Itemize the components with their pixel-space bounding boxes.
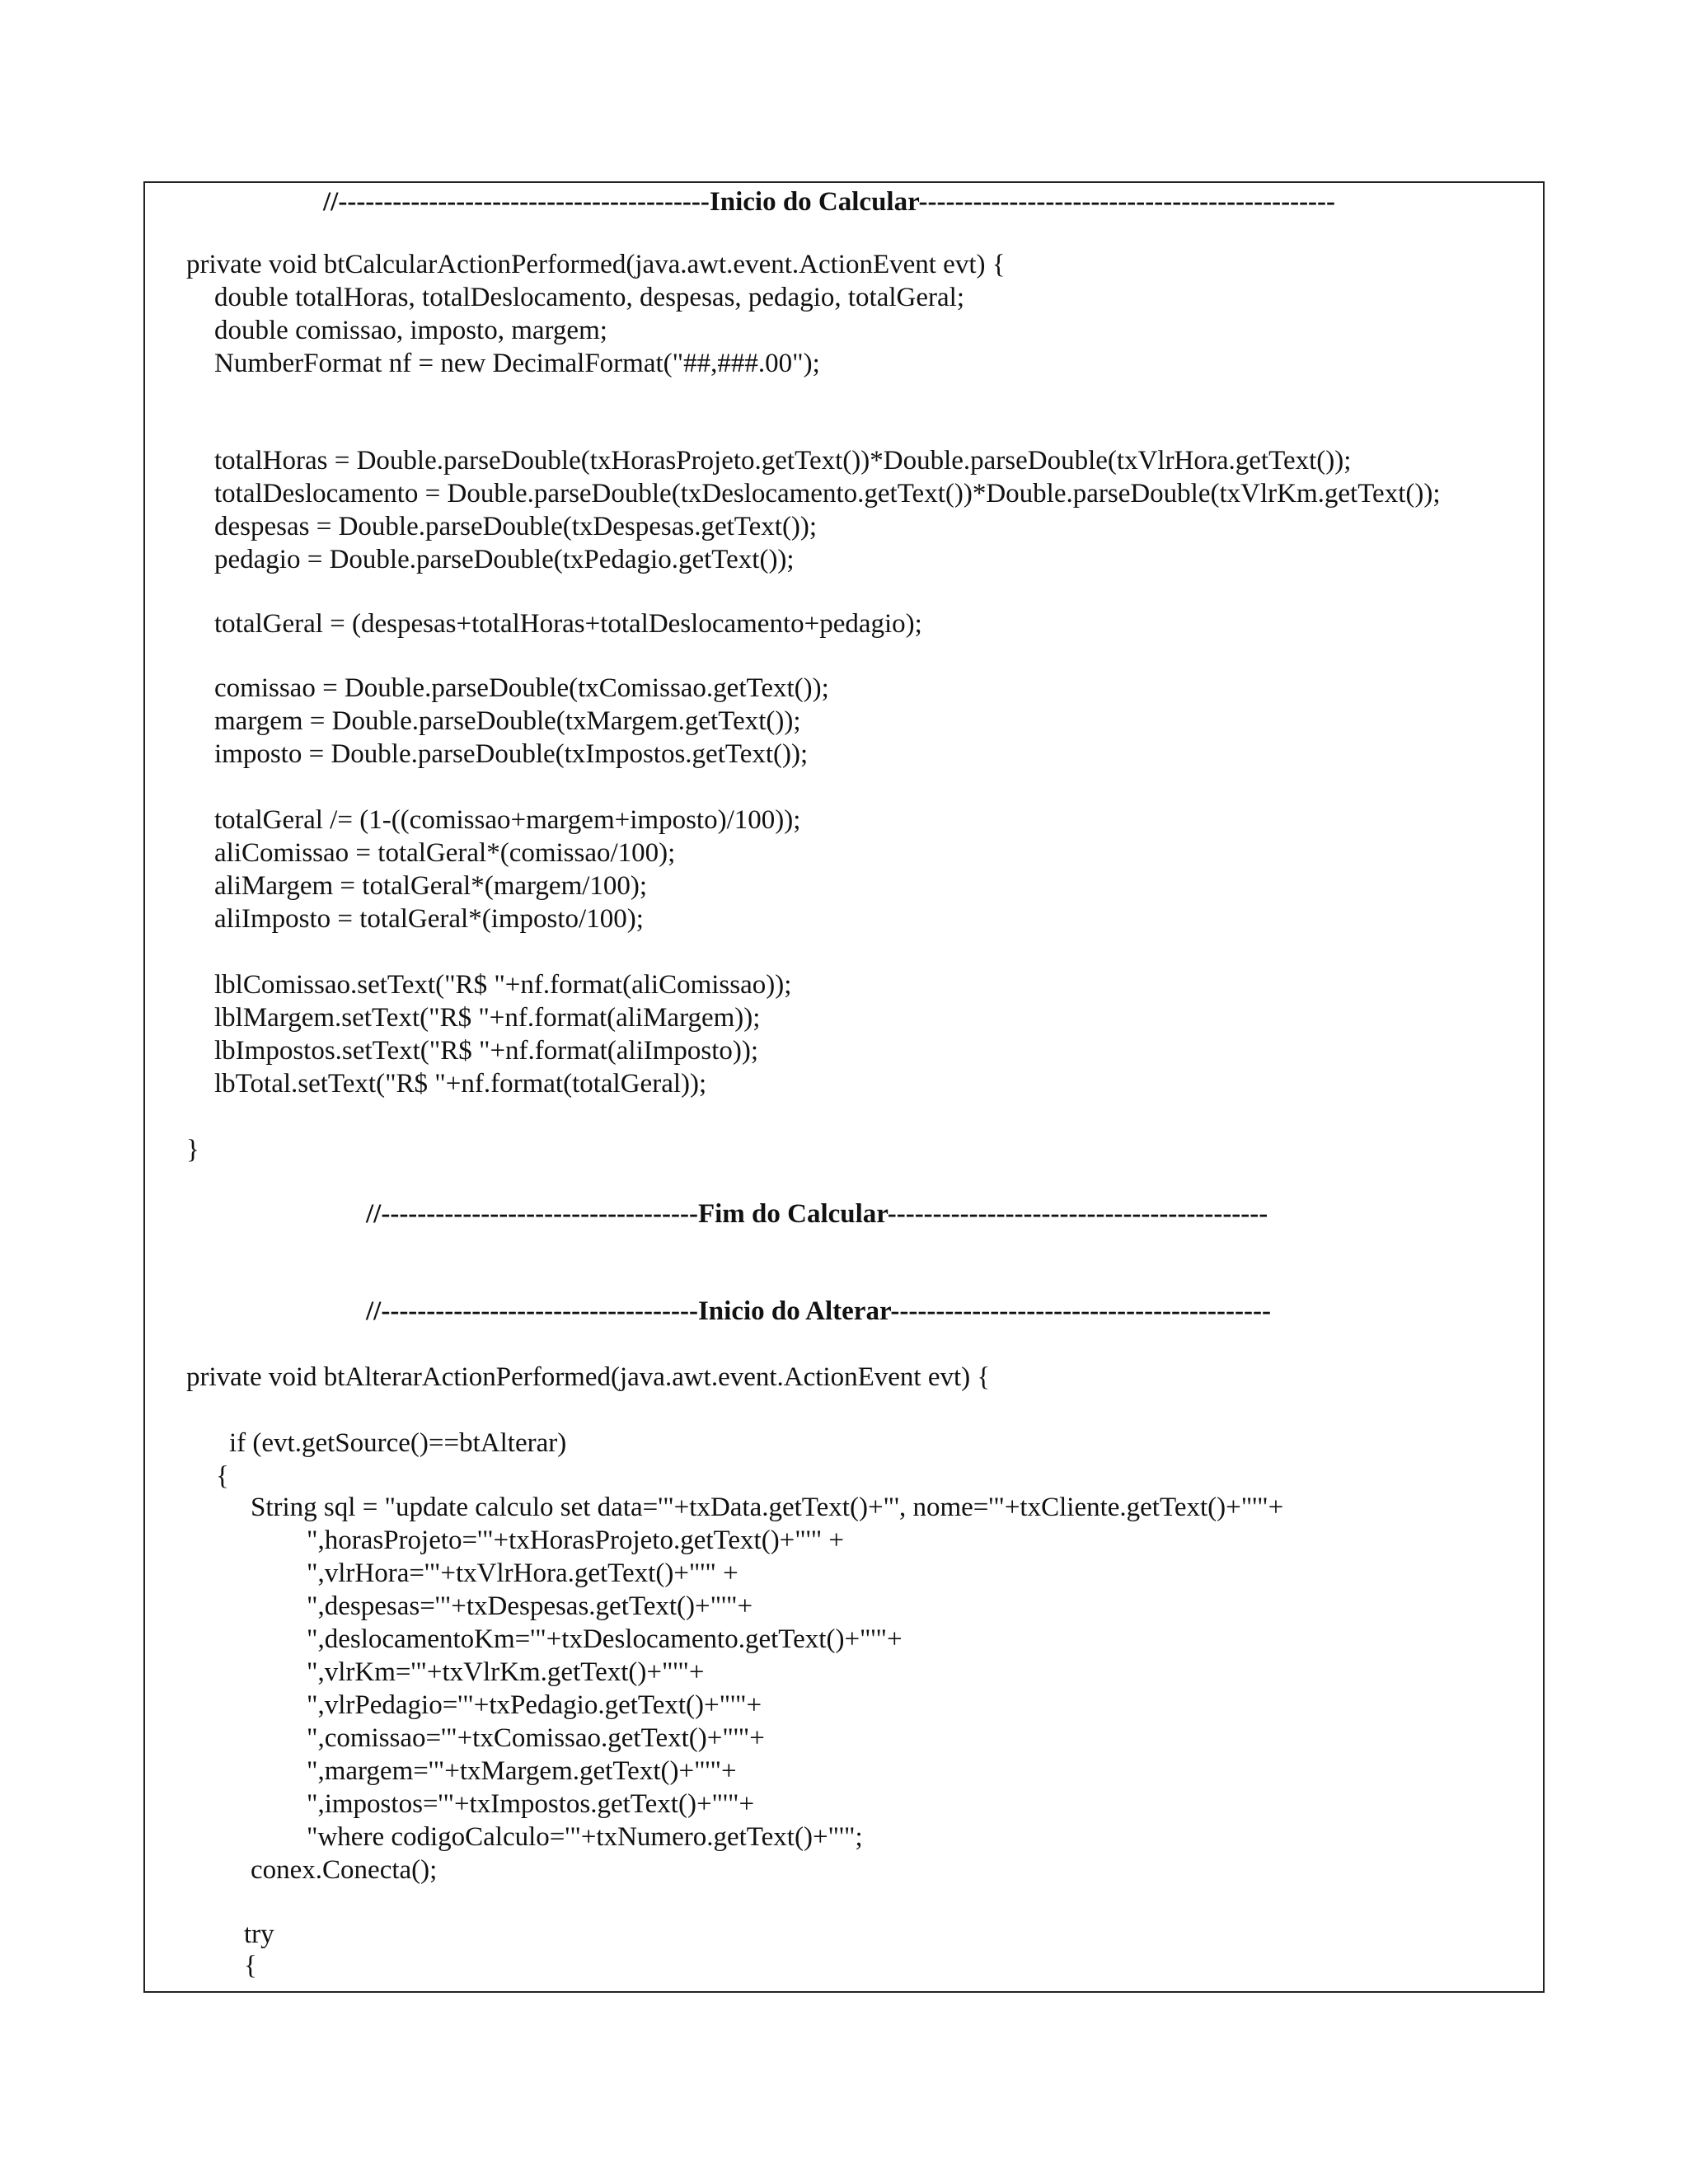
code-line: double comissao, imposto, margem;	[214, 316, 607, 345]
code-line: totalGeral = (despesas+totalHoras+totalDeslocamento+pedagio);	[214, 609, 922, 639]
code-line: ",vlrKm='"+txVlrKm.getText()+"'"+	[307, 1657, 705, 1687]
code-line: aliComissao = totalGeral*(comissao/100);	[214, 838, 676, 868]
code-line: comissao = Double.parseDouble(txComissao.getText());	[214, 673, 829, 703]
code-line: ",horasProjeto='"+txHorasProjeto.getText()+"'" +	[307, 1526, 845, 1555]
code-line: "where codigoCalculo='"+txNumero.getText()+"'";	[307, 1822, 863, 1852]
code-line: ",margem='"+txMargem.getText()+"'"+	[307, 1756, 737, 1786]
code-line: ",vlrHora='"+txVlrHora.getText()+"'" +	[307, 1558, 738, 1588]
code-line: lbTotal.setText("R$ "+nf.format(totalGeral));	[214, 1069, 707, 1099]
code-line: ",impostos='"+txImpostos.getText()+"'"+	[307, 1789, 755, 1819]
code-line: despesas = Double.parseDouble(txDespesas.getText());	[214, 512, 818, 541]
code-line: pedagio = Double.parseDouble(txPedagio.getText());	[214, 545, 795, 574]
code-line: if (evt.getSource()==btAlterar)	[229, 1428, 567, 1458]
code-line: {	[216, 1461, 229, 1491]
code-line: private void btCalcularActionPerformed(java.awt.event.ActionEvent evt) {	[186, 250, 1006, 279]
section-header-fim-calcular: //-----------------------------------Fim do Calcular------------------------------------------	[366, 1199, 1268, 1229]
code-line: ",despesas='"+txDespesas.getText()+"'"+	[307, 1591, 753, 1621]
code-line: totalDeslocamento = Double.parseDouble(txDeslocamento.getText())*Double.parseDouble(txVlrKm.getText());	[214, 479, 1441, 509]
code-line: }	[186, 1135, 199, 1165]
code-line: ",vlrPedagio='"+txPedagio.getText()+"'"+	[307, 1690, 762, 1720]
section-header-inicio-calcular: //-----------------------------------------Inicio do Calcular----------------------------------------------	[323, 187, 1336, 217]
code-line: lblComissao.setText("R$ "+nf.format(aliComissao));	[214, 970, 792, 1000]
code-line: NumberFormat nf = new DecimalFormat("##,###.00");	[214, 349, 820, 378]
code-line: imposto = Double.parseDouble(txImpostos.getText());	[214, 739, 809, 769]
code-line: aliImposto = totalGeral*(imposto/100);	[214, 904, 644, 934]
code-line: aliMargem = totalGeral*(margem/100);	[214, 871, 648, 901]
code-line: private void btAlterarActionPerformed(java.awt.event.ActionEvent evt) {	[186, 1362, 991, 1392]
code-line: margem = Double.parseDouble(txMargem.getText());	[214, 706, 801, 736]
code-line: totalGeral /= (1-((comissao+margem+imposto)/100));	[214, 805, 801, 835]
code-line: totalHoras = Double.parseDouble(txHorasProjeto.getText())*Double.parseDouble(txVlrHora.getText());	[214, 446, 1352, 476]
code-line: try	[244, 1919, 274, 1949]
code-line: double totalHoras, totalDeslocamento, despesas, pedagio, totalGeral;	[214, 283, 964, 312]
code-line: lbImpostos.setText("R$ "+nf.format(aliImposto));	[214, 1036, 759, 1066]
code-line: ",deslocamentoKm='"+txDeslocamento.getText()+"'"+	[307, 1624, 903, 1654]
code-line: lblMargem.setText("R$ "+nf.format(aliMargem));	[214, 1003, 761, 1033]
section-header-inicio-alterar: //-----------------------------------Inicio do Alterar------------------------------------------	[366, 1296, 1271, 1326]
code-line: String sql = "update calculo set data='"+txData.getText()+"', nome='"+txCliente.getText()+"'"+	[251, 1493, 1284, 1522]
code-line: conex.Conecta();	[251, 1855, 438, 1885]
code-line: ",comissao='"+txComissao.getText()+"'"+	[307, 1723, 765, 1753]
code-line: {	[244, 1951, 257, 1980]
